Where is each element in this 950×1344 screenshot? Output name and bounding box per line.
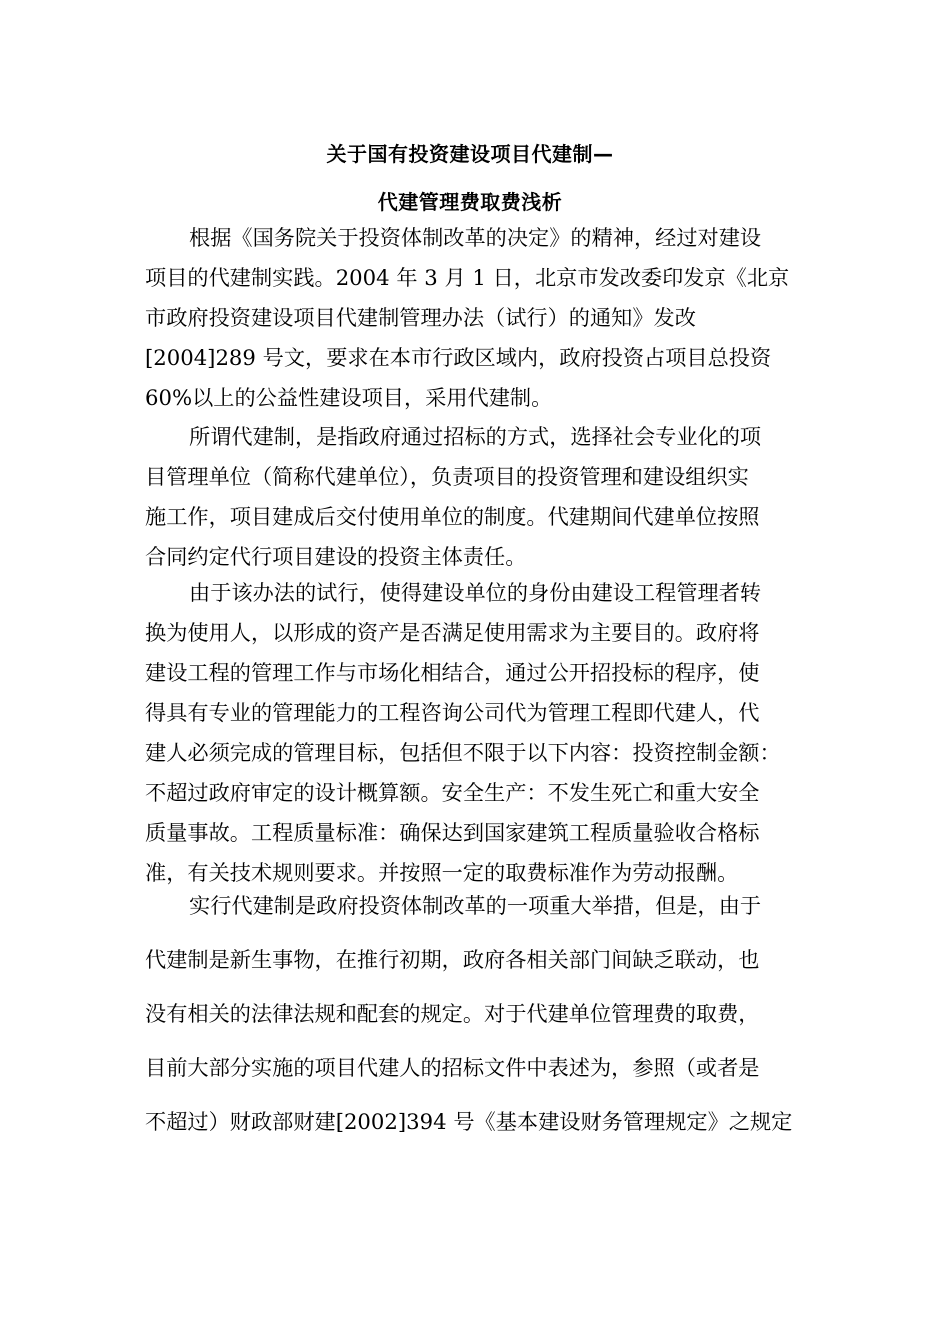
paragraph-line: 得具有专业的管理能力的工程咨询公司代为管理工程即代建人，代	[145, 700, 760, 725]
paragraph-line: 建人必须完成的管理目标，包括但不限于以下内容：投资控制金额：	[145, 740, 781, 765]
paragraph-line: 60%以上的公益性建设项目，采用代建制。	[145, 385, 553, 410]
paragraph-1	[145, 218, 805, 418]
paragraph-2	[145, 417, 805, 577]
paragraph-line: 目前大部分实施的项目代建人的招标文件中表述为，参照（或者是	[145, 1055, 760, 1080]
paragraph-line: 没有相关的法律法规和配套的规定。对于代建单位管理费的取费，	[145, 1001, 760, 1026]
paragraph-line: 施工作，项目建成后交付使用单位的制度。代建期间代建单位按照	[145, 504, 760, 529]
document-title: 关于国有投资建设项目代建制—	[326, 142, 614, 166]
paragraph-line: 市政府投资建设项目代建制管理办法（试行）的通知》发改	[145, 305, 696, 330]
paragraph-line: 实行代建制是政府投资体制改革的一项重大举措，但是，由于	[189, 893, 762, 918]
paragraph-line: 所谓代建制，是指政府通过招标的方式，选择社会专业化的项	[189, 424, 762, 449]
paragraph-line: 根据《国务院关于投资体制改革的决定》的精神，经过对建设	[189, 225, 762, 250]
paragraph-3	[145, 573, 805, 893]
document-subtitle: 代建管理费取费浅析	[377, 190, 563, 214]
paragraph-line: [2004]289 号文，要求在本市行政区域内，政府投资占项目总投资	[145, 345, 772, 370]
paragraph-line: 准，有关技术规则要求。并按照一定的取费标准作为劳动报酬。	[145, 860, 739, 885]
paragraph-line: 质量事故。工程质量标准：确保达到国家建筑工程质量验收合格标	[145, 820, 760, 845]
paragraph-line: 换为使用人，以形成的资产是否满足使用需求为主要目的。政府将	[145, 620, 760, 645]
paragraph-line: 建设工程的管理工作与市场化相结合，通过公开招投标的程序，使	[145, 660, 760, 685]
paragraph-line: 不超过）财政部财建[2002]394 号《基本建设财务管理规定》之规定	[145, 1109, 793, 1134]
paragraph-line: 代建制是新生事物，在推行初期，政府各相关部门间缺乏联动，也	[145, 947, 760, 972]
paragraph-line: 合同约定代行项目建设的投资主体责任。	[145, 544, 527, 569]
paragraph-line: 目管理单位（简称代建单位），负责项目的投资管理和建设组织实	[145, 464, 749, 489]
paragraph-line: 由于该办法的试行，使得建设单位的身份由建设工程管理者转	[189, 580, 762, 605]
paragraph-4	[145, 879, 805, 1149]
paragraph-line: 不超过政府审定的设计概算额。安全生产：不发生死亡和重大安全	[145, 780, 760, 805]
paragraph-line: 项目的代建制实践。2004 年 3 月 1 日，北京市发改委印发京《北京	[145, 265, 790, 290]
